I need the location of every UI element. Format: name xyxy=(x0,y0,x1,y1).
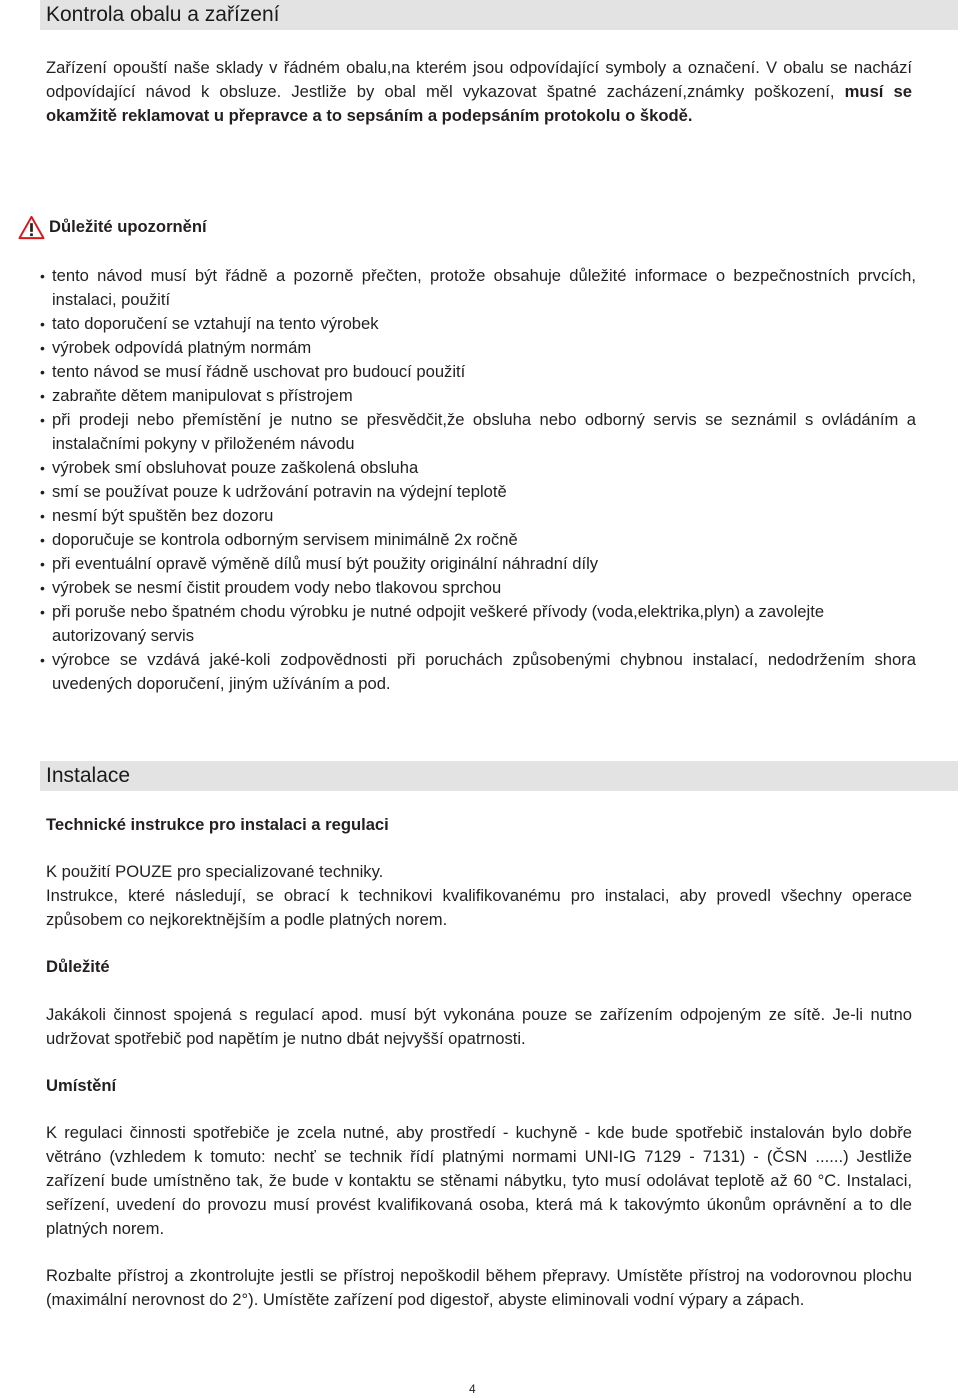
list-item: • výrobek smí obsluhovat pouze zaškolená obsluha xyxy=(40,456,916,480)
list-item: • doporučuje se kontrola odborným servisem minimálně 2x ročně xyxy=(40,528,916,552)
section1-paragraph xyxy=(46,56,912,128)
page-number: 4 xyxy=(469,1382,476,1396)
list-item: • zabraňte dětem manipulovat s přístrojem xyxy=(40,384,916,408)
section-title-kontrola: Kontrola obalu a zařízení xyxy=(40,0,958,30)
important-heading: Důležité xyxy=(46,957,110,976)
unpack-paragraph: Rozbalte přístroj a zkontrolujte jestli se přístroj nepoškodil během přepravy. Umístěte přístroj na vodorovnou plochu (maximální nerovnost do 2°). Umístěte zařízení pod digestoř, abyste eliminovali vodní výpary a zápach. xyxy=(46,1266,912,1309)
list-item: • tento návod musí být řádně a pozorně přečten, protože obsahuje důležité informace o bezpečnostních prvcích, instalaci, použití xyxy=(40,264,916,312)
placement-heading: Umístění xyxy=(46,1076,117,1095)
list-item: • tato doporučení se vztahují na tento výrobek xyxy=(40,312,916,336)
list-item: • při poruše nebo špatném chodu výrobku je nutné odpojit veškeré přívody (voda,elektrika,plyn) a zavolejte autorizovaný servis xyxy=(40,600,916,648)
section-title-instalace: Instalace xyxy=(40,761,958,791)
list-item: • výrobek odpovídá platným normám xyxy=(40,336,916,360)
list-item: • tento návod se musí řádně uschovat pro budoucí použití xyxy=(40,360,916,384)
warning-list xyxy=(40,264,916,696)
intro-line-1: K použití POUZE pro specializované techniky. xyxy=(46,862,384,881)
intro-paragraph: Instrukce, které následují, se obrací k technikovi kvalifikovanému pro instalaci, aby provedl všechny operace způsobem co nejkorektnějším a podle platných norem. xyxy=(46,886,912,929)
placement-paragraph: K regulaci činnosti spotřebiče je zcela nutné, aby prostředí - kuchyně - kde bude spotřebič instalován bylo dobře větráno (vzhledem k tomuto: nechť se technik řídí platnými normami UNI-IG 7129 - 7131) - (ČSN ......) Jestliže zařízení bude umístněno tak, že bude v kontaktu se stěnami nábytku, tyto musí odolávat teplotě až 60 °C. Instalaci, seřízení, uvedení do provozu musí provést kvalifikovaná osoba, která má k takovýmto úkonům oprávnění a to dle platných norem. xyxy=(46,1123,912,1238)
important-paragraph: Jakákoli činnost spojená s regulací apod. musí být vykonána pouze se zařízením odpojeným ze sítě. Je-li nutno udržovat spotřebič pod napětím je nutno dbát nejvyšší opatrnosti. xyxy=(46,1005,912,1048)
warning-triangle-icon xyxy=(18,215,45,240)
warning-heading xyxy=(18,212,207,242)
section1-bold-text: musí se okamžitě reklamovat u přepravce a to sepsáním a podepsáním protokolu o škodě. xyxy=(46,82,912,125)
list-item: • nesmí být spuštěn bez dozoru xyxy=(40,504,916,528)
list-item: • smí se používat pouze k udržování potravin na výdejní teplotě xyxy=(40,480,916,504)
list-item: • při eventuální opravě výměně dílů musí být použity originální náhradní díly xyxy=(40,552,916,576)
list-item: • výrobek se nesmí čistit proudem vody nebo tlakovou sprchou xyxy=(40,576,916,600)
technical-instructions-heading: Technické instrukce pro instalaci a regulaci xyxy=(46,815,389,834)
warning-title: Důležité upozornění xyxy=(49,217,207,236)
list-item: • při prodeji nebo přemístění je nutno se přesvědčit,že obsluha nebo odborný servis se seznámil s ovládáním a instalačními pokyny v přiloženém návodu xyxy=(40,408,916,456)
list-item: • výrobce se vzdává jaké-koli zodpovědnosti při poruchách způsobenými chybnou instalací, nedodržením shora uvedených doporučení, jiným užíváním a pod. xyxy=(40,648,916,696)
section1-text: Zařízení opouští naše sklady v řádném obalu,na kterém jsou odpovídající symboly a označení. V obalu se nachází odpovídající návod k obsluze. Jestliže by obal měl vykazovat špatné zacházení,známky poškození, xyxy=(46,58,912,101)
